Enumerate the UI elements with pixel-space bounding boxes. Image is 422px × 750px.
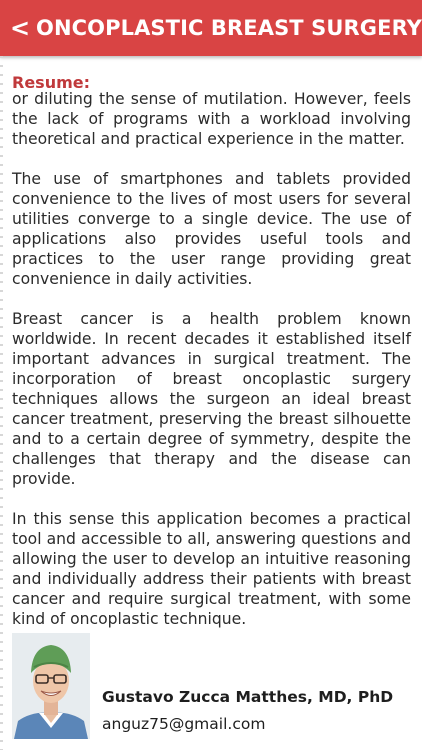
back-button[interactable]: < (10, 14, 31, 42)
app-header (0, 0, 422, 56)
author-email-link[interactable]: anguz75@gmail.com (102, 715, 266, 733)
resume-text (12, 90, 411, 649)
paragraph: or diluting the sense of mutilation. However, feels the lack of programs with a workload involving theoretical and practical experience in the matter. (12, 90, 411, 148)
author-name: Gustavo Zucca Matthes, MD, PhD (102, 688, 394, 706)
paragraph: In this sense this application becomes a practical tool and accessible to all, answering questions and allowing the user to develop an intuitive reasoning and individually address their patients with breast cancer and require surgical treatment, with some kind of oncoplastic technique. (12, 510, 411, 628)
avatar (12, 633, 90, 739)
author-photo-icon (12, 633, 90, 739)
page-title: ONCOPLASTIC BREAST SURGERY (36, 16, 422, 40)
section-label: Resume: (12, 73, 91, 92)
paragraph: The use of smartphones and tablets provided convenience to the lives of most users for several utilities converge to a single device. The use of applications also provides useful tools and practices to the user range providing great convenience in daily activities. (12, 170, 411, 288)
paragraph: Breast cancer is a health problem known worldwide. In recent decades it established itself important advances in surgical treatment. The incorporation of breast oncoplastic surgery techniques allows the surgeon an ideal breast cancer treatment, preserving the breast silhouette and to a certain degree of symmetry, despite the challenges that therapy and the disease can provide. (12, 310, 411, 488)
author-card (12, 633, 412, 743)
content-scroll-area[interactable] (0, 90, 422, 750)
